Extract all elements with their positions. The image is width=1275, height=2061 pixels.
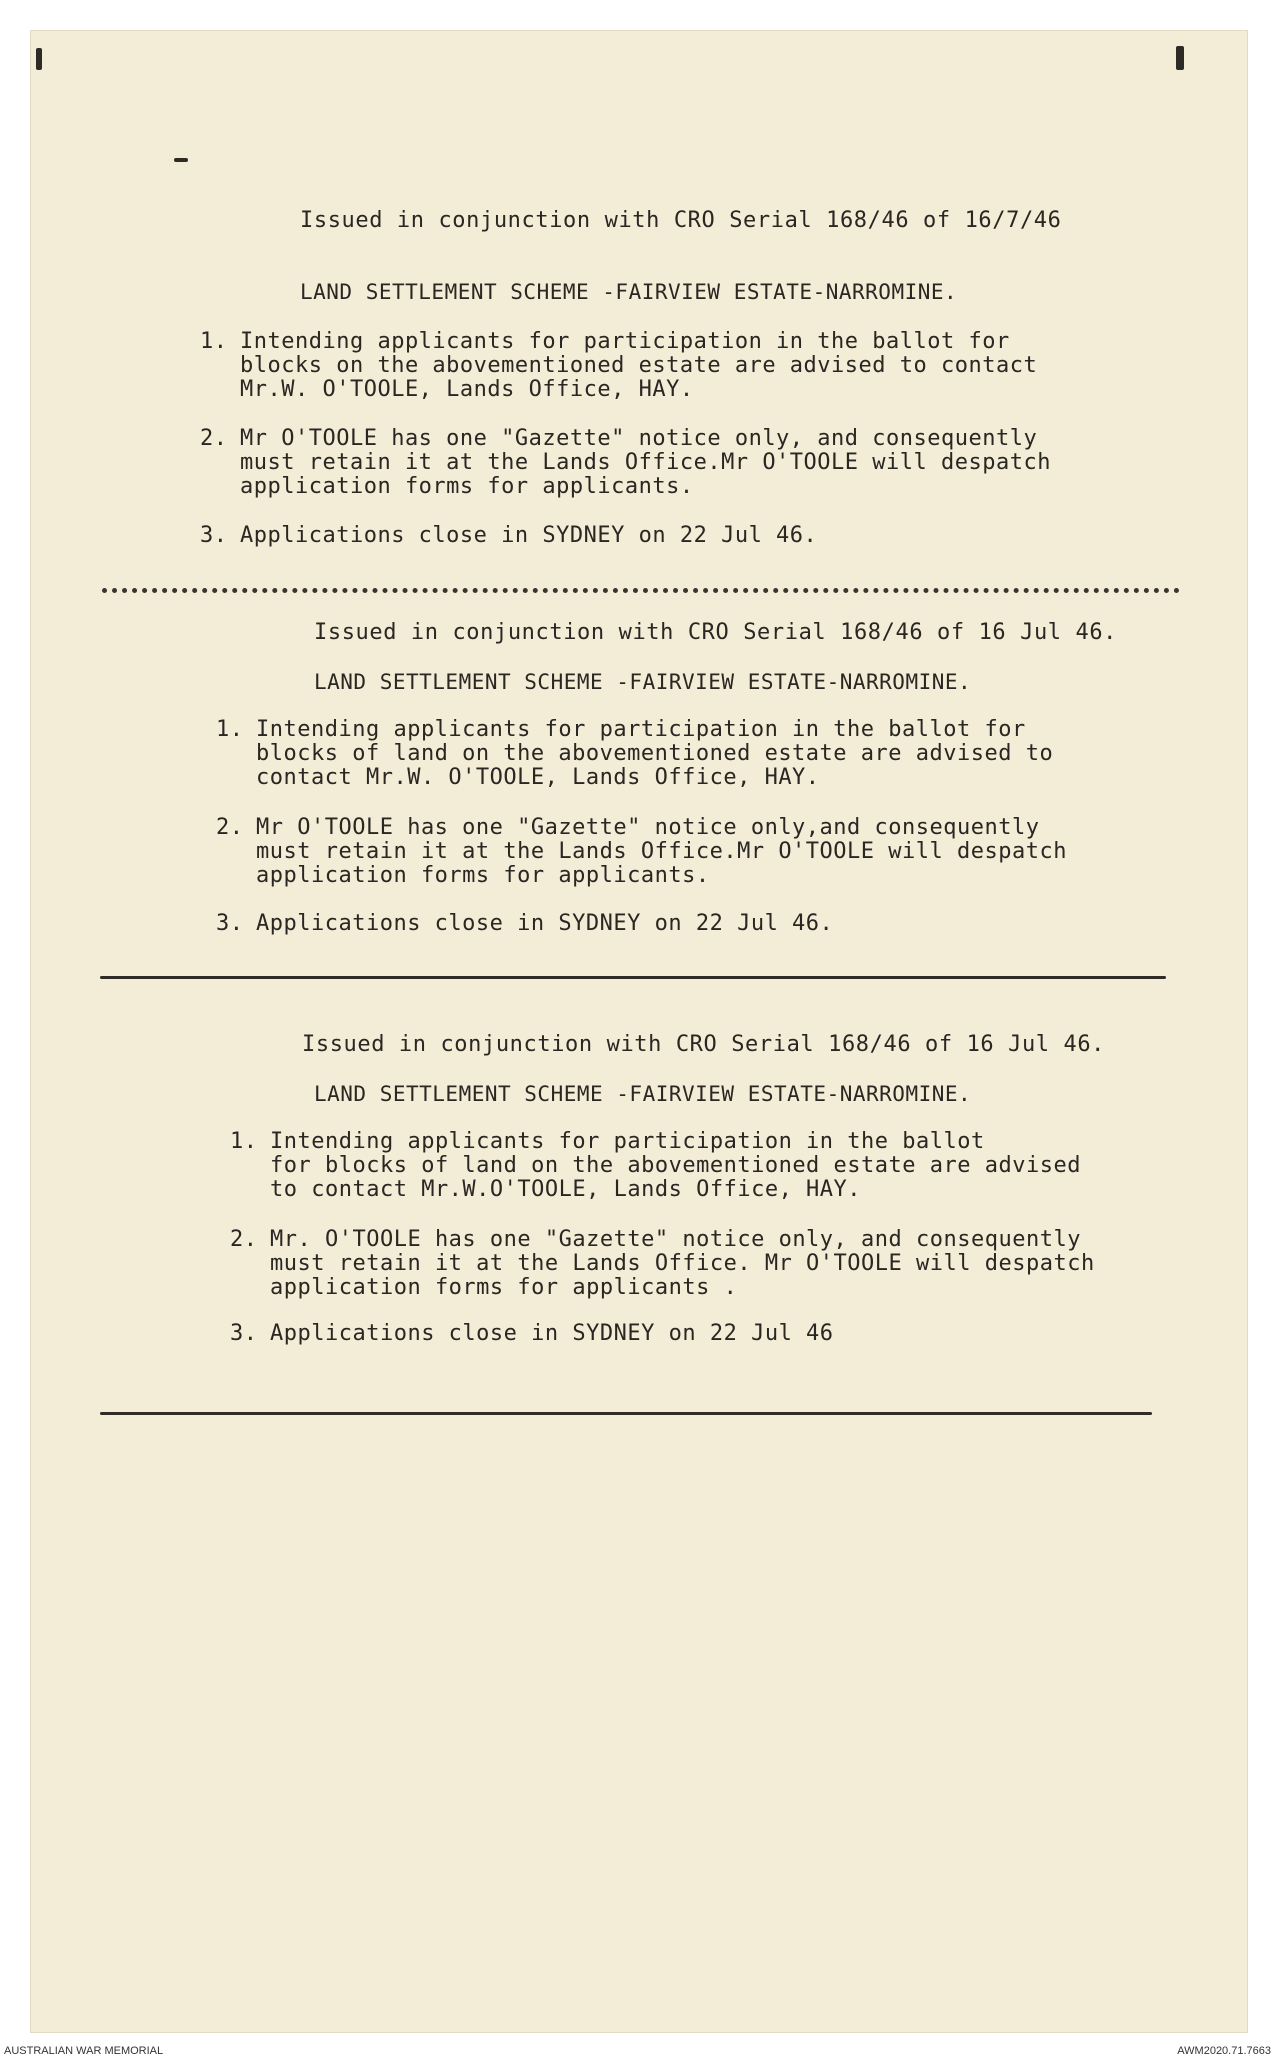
item-text: Intending applicants for participation in the ballot for blocks of land on the abovementioned estate are advised to contact Mr.W.O'TOOLE, Lands Office, HAY. [270, 1129, 1081, 1202]
item-number: 2. [230, 1227, 258, 1252]
item-text: Mr. O'TOOLE has one "Gazette" notice only, and consequently must retain it at the Lands Office. Mr O'TOOLE will despatch application forms for applicants . [270, 1227, 1095, 1300]
item-text: Applications close in SYDNEY on 22 Jul 46 [270, 1321, 834, 1346]
solid-separator [100, 976, 1166, 979]
punch-mark-left [36, 48, 42, 70]
notice-heading: LAND SETTLEMENT SCHEME -FAIRVIEW ESTATE-NARROMINE. [300, 280, 958, 304]
item-text: Applications close in SYDNEY on 22 Jul 46. [256, 911, 834, 936]
item-number: 3. [200, 523, 228, 548]
footer-reference: AWM2020.71.7663 [1177, 2045, 1271, 2057]
item-number: 3. [230, 1321, 258, 1346]
item-number: 2. [216, 815, 244, 840]
item-number: 1. [200, 329, 228, 354]
item-number: 2. [200, 426, 228, 451]
footer-institution: AUSTRALIAN WAR MEMORIAL [4, 2045, 164, 2057]
item-text: Applications close in SYDNEY on 22 Jul 46. [240, 523, 818, 548]
document-page [30, 30, 1248, 2033]
item-number: 3. [216, 911, 244, 936]
notice-heading: LAND SETTLEMENT SCHEME -FAIRVIEW ESTATE-NARROMINE. [314, 1082, 972, 1106]
punch-mark-right [1176, 46, 1184, 70]
item-text: Mr O'TOOLE has one "Gazette" notice only,and consequently must retain it at the Lands Office.Mr O'TOOLE will despatch application forms for applicants. [256, 815, 1067, 888]
issued-line: Issued in conjunction with CRO Serial 168/46 of 16 Jul 46. [314, 620, 1118, 645]
item-text: Mr O'TOOLE has one "Gazette" notice only, and consequently must retain it at the Lands Office.Mr O'TOOLE will despatch application forms for applicants. [240, 426, 1051, 499]
item-number: 1. [230, 1129, 258, 1154]
item-text: Intending applicants for participation in the ballot for blocks on the abovementioned estate are advised to contact Mr.W. O'TOOLE, Lands Office, HAY. [240, 329, 1038, 402]
item-number: 1. [216, 717, 244, 742]
item-text: Intending applicants for participation in the ballot for blocks of land on the abovementioned estate are advised to contact Mr.W. O'TOOLE, Lands Office, HAY. [256, 717, 1054, 790]
solid-separator [100, 1412, 1152, 1415]
issued-line: Issued in conjunction with CRO Serial 168/46 of 16 Jul 46. [302, 1032, 1106, 1057]
ink-speck [174, 158, 188, 162]
issued-line: Issued in conjunction with CRO Serial 168/46 of 16/7/46 [300, 208, 1062, 233]
notice-heading: LAND SETTLEMENT SCHEME -FAIRVIEW ESTATE-NARROMINE. [314, 670, 972, 694]
dotted-separator [102, 588, 1180, 593]
